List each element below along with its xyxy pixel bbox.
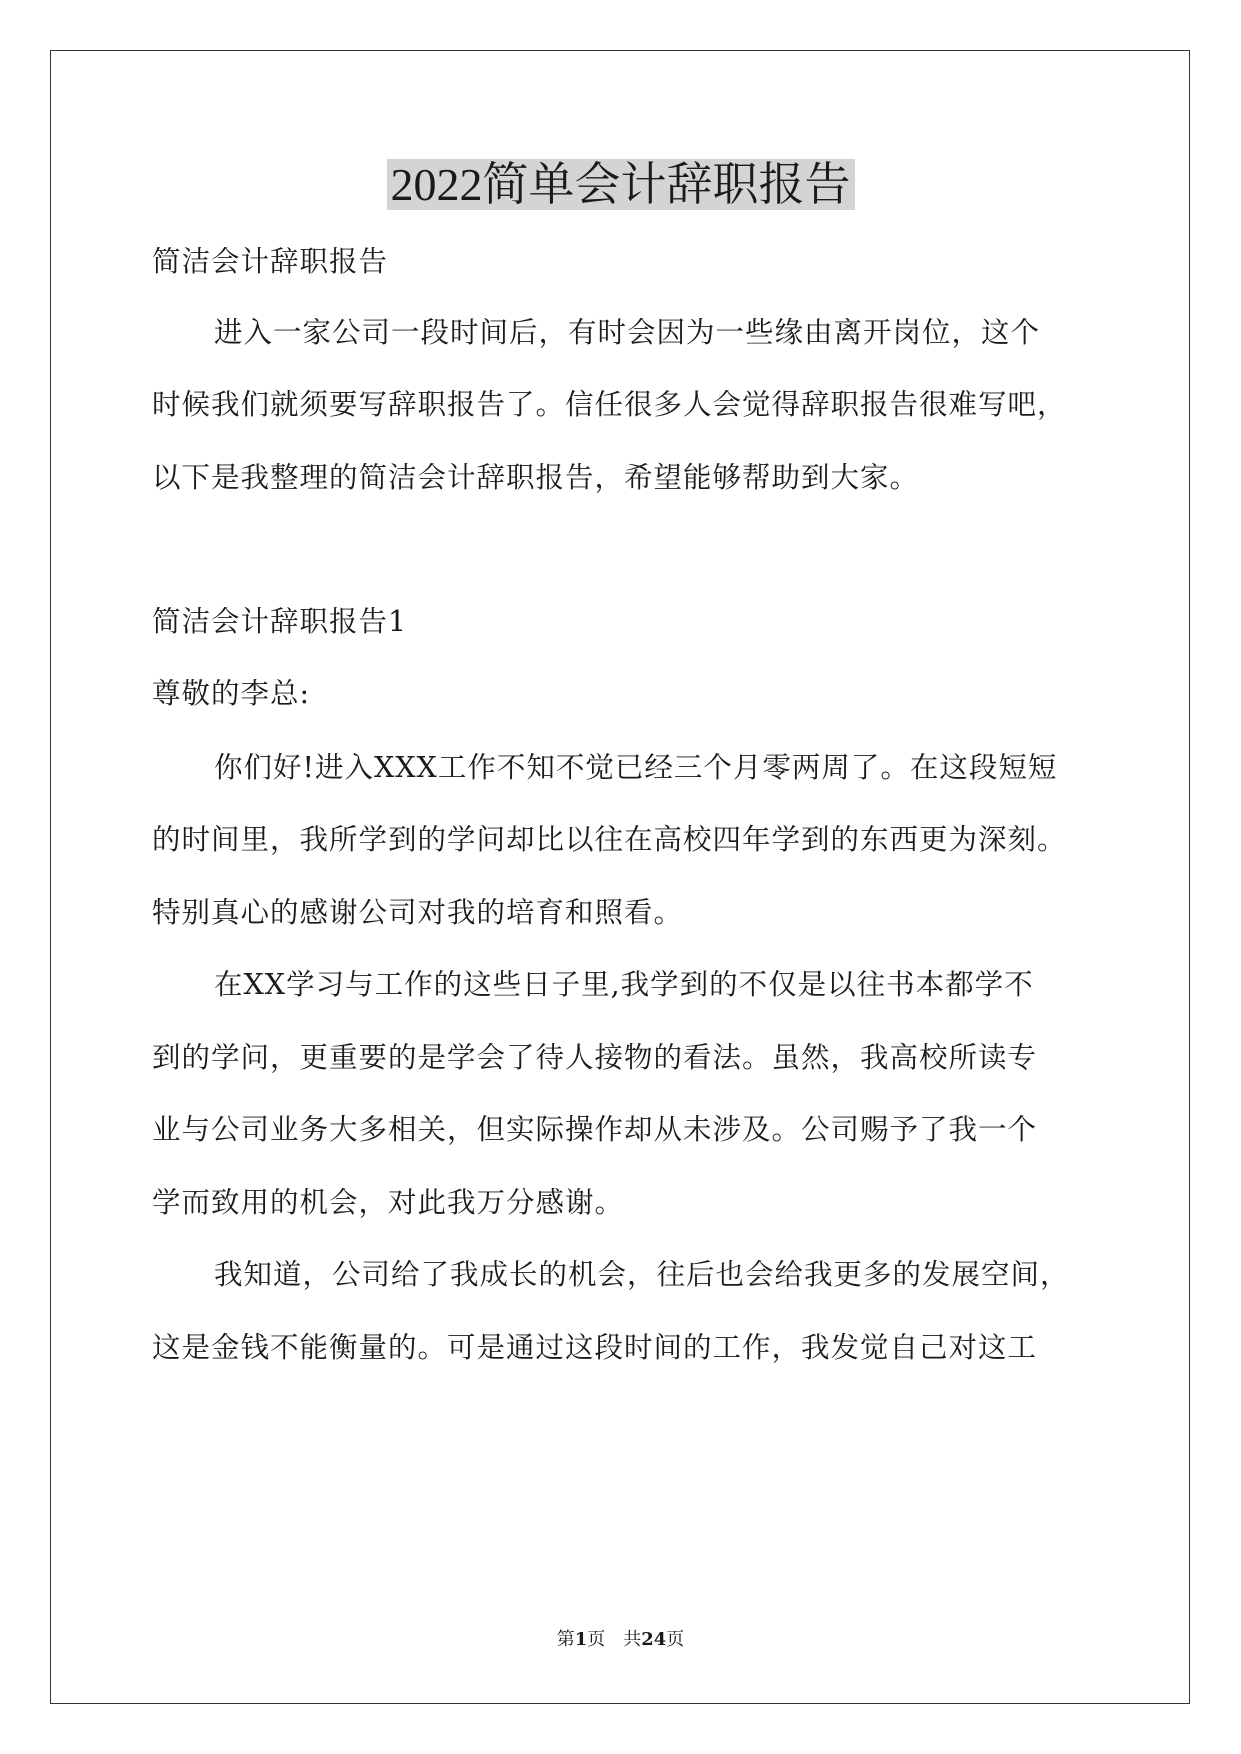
page-border [50, 50, 1190, 1704]
total-page-number: 24 [641, 1629, 667, 1650]
paragraph-line: 特别真心的感谢公司对我的培育和照看。 [152, 896, 684, 929]
paragraph-line: 的时间里，我所学到的学问却比以往在高校四年学到的东西更为深刻。 [152, 823, 1067, 856]
paragraph-line: 这是金钱不能衡量的。可是通过这段时间的工作，我发觉自己对这工 [152, 1331, 1038, 1364]
paragraph-line: 时候我们就须要写辞职报告了。信任很多人会觉得辞职报告很难写吧， [152, 388, 1067, 421]
paragraph-line: 你们好!进入XXX工作不知不觉已经三个月零两周了。在这段短短 [214, 751, 1058, 784]
paragraph-line: 业与公司业务大多相关，但实际操作却从未涉及。公司赐予了我一个 [152, 1113, 1038, 1146]
paragraph-line: 到的学问，更重要的是学会了待人接物的看法。虽然，我高校所读专 [152, 1041, 1038, 1074]
document-title [0, 155, 1241, 215]
footer-middle: 页 共 [587, 1629, 642, 1650]
current-page-number: 1 [574, 1629, 588, 1650]
paragraph-line: 在XX学习与工作的这些日子里,我学到的不仅是以往书本都学不 [214, 968, 1034, 1001]
footer-prefix: 第 [556, 1629, 575, 1650]
section-heading: 简洁会计辞职报告1 [152, 605, 408, 638]
page-footer [0, 1628, 1241, 1652]
paragraph-line: 我知道，公司给了我成长的机会，往后也会给我更多的发展空间， [214, 1258, 1070, 1291]
paragraph-line: 学而致用的机会，对此我万分感谢。 [152, 1186, 625, 1219]
footer-suffix: 页 [666, 1629, 685, 1650]
subtitle-line: 简洁会计辞职报告 [152, 245, 389, 278]
salutation-line: 尊敬的李总: [152, 677, 311, 710]
paragraph-line: 进入一家公司一段时间后，有时会因为一些缘由离开岗位，这个 [214, 316, 1041, 349]
paragraph-line: 以下是我整理的简洁会计辞职报告，希望能够帮助到大家。 [152, 461, 920, 494]
document-title-text: 2022简单会计辞职报告 [387, 159, 855, 210]
